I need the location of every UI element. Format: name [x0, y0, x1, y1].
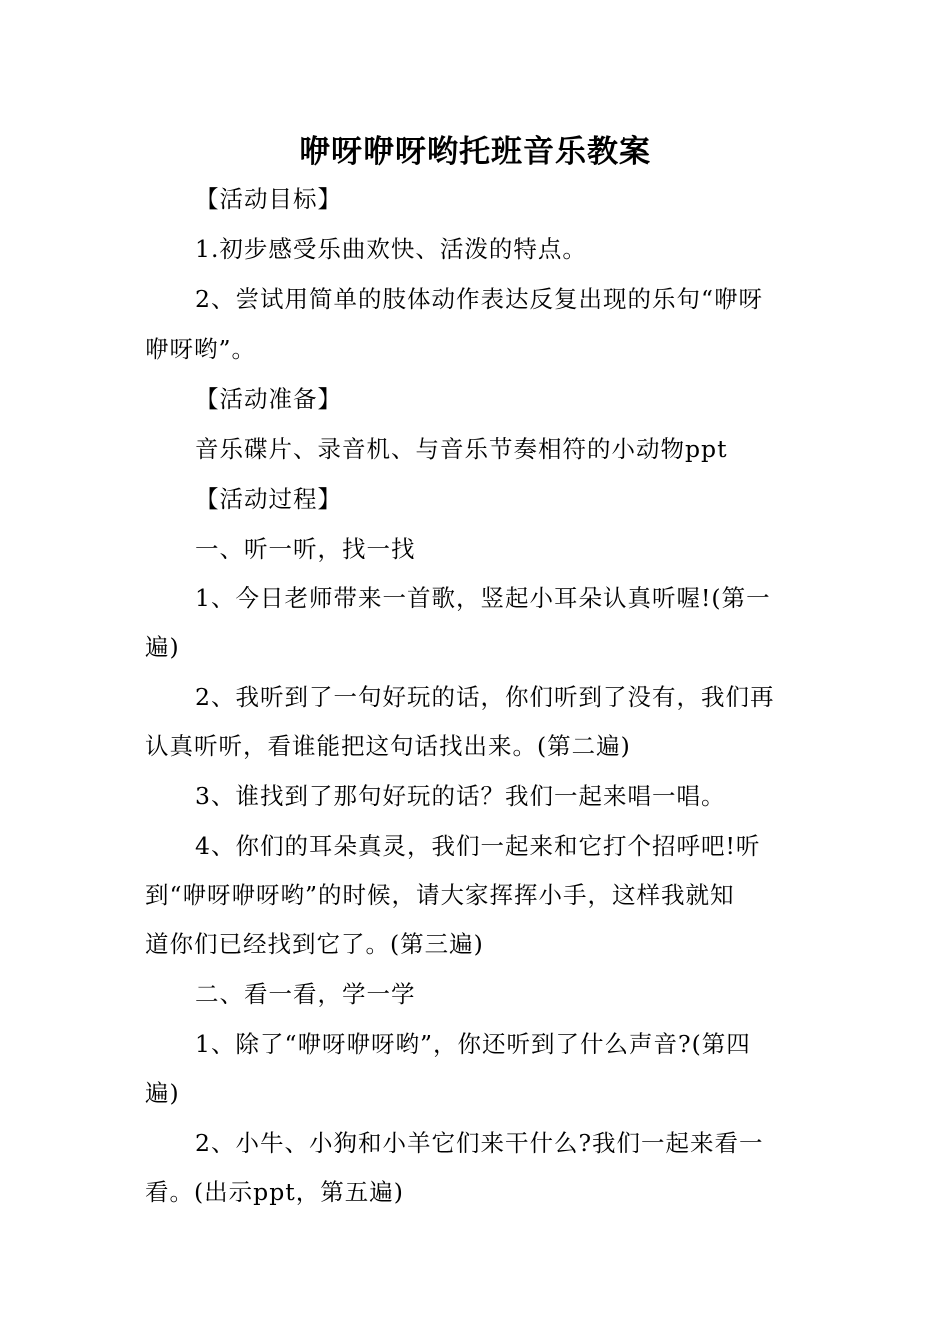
paragraph-line: 2、我听到了一句好玩的话，你们听到了没有，我们再 — [195, 683, 775, 711]
subsection-heading: 二、看一看，学一学 — [195, 980, 416, 1008]
paragraph-line: 1、今日老师带来一首歌，竖起小耳朵认真听喔!(第一 — [195, 584, 771, 612]
paragraph-line: 咿呀哟”。 — [145, 335, 257, 363]
paragraph-line: 遍) — [145, 633, 180, 661]
section-heading-goals: 【活动目标】 — [195, 185, 342, 213]
paragraph-line: 看。(出示ppt，第五遍) — [145, 1178, 404, 1206]
paragraph-line: 1.初步感受乐曲欢快、活泼的特点。 — [195, 235, 587, 263]
paragraph-line: 2、尝试用简单的肢体动作表达反复出现的乐句“咿呀 — [195, 285, 763, 313]
paragraph-line: 1、除了“咿呀咿呀哟”，你还听到了什么声音?(第四 — [195, 1030, 751, 1058]
paragraph-line: 认真听听，看谁能把这句话找出来。(第二遍) — [145, 732, 631, 760]
paragraph-line: 3、谁找到了那句好玩的话？我们一起来唱一唱。 — [195, 782, 726, 810]
paragraph-line: 4、你们的耳朵真灵，我们一起来和它打个招呼吧!听 — [195, 832, 761, 860]
document-title: 咿呀咿呀哟托班音乐教案 — [299, 134, 651, 170]
section-heading-process: 【活动过程】 — [195, 485, 342, 513]
paragraph-line: 到“咿呀咿呀哟”的时候，请大家挥挥小手，这样我就知 — [145, 881, 735, 909]
section-heading-preparation: 【活动准备】 — [195, 385, 342, 413]
paragraph-line: 道你们已经找到它了。(第三遍) — [145, 930, 484, 958]
paragraph-line: 音乐碟片、录音机、与音乐节奏相符的小动物ppt — [195, 435, 728, 463]
paragraph-line: 遍) — [145, 1079, 180, 1107]
subsection-heading: 一、听一听，找一找 — [195, 535, 416, 563]
paragraph-line: 2、小牛、小狗和小羊它们来干什么?我们一起来看一 — [195, 1129, 764, 1157]
